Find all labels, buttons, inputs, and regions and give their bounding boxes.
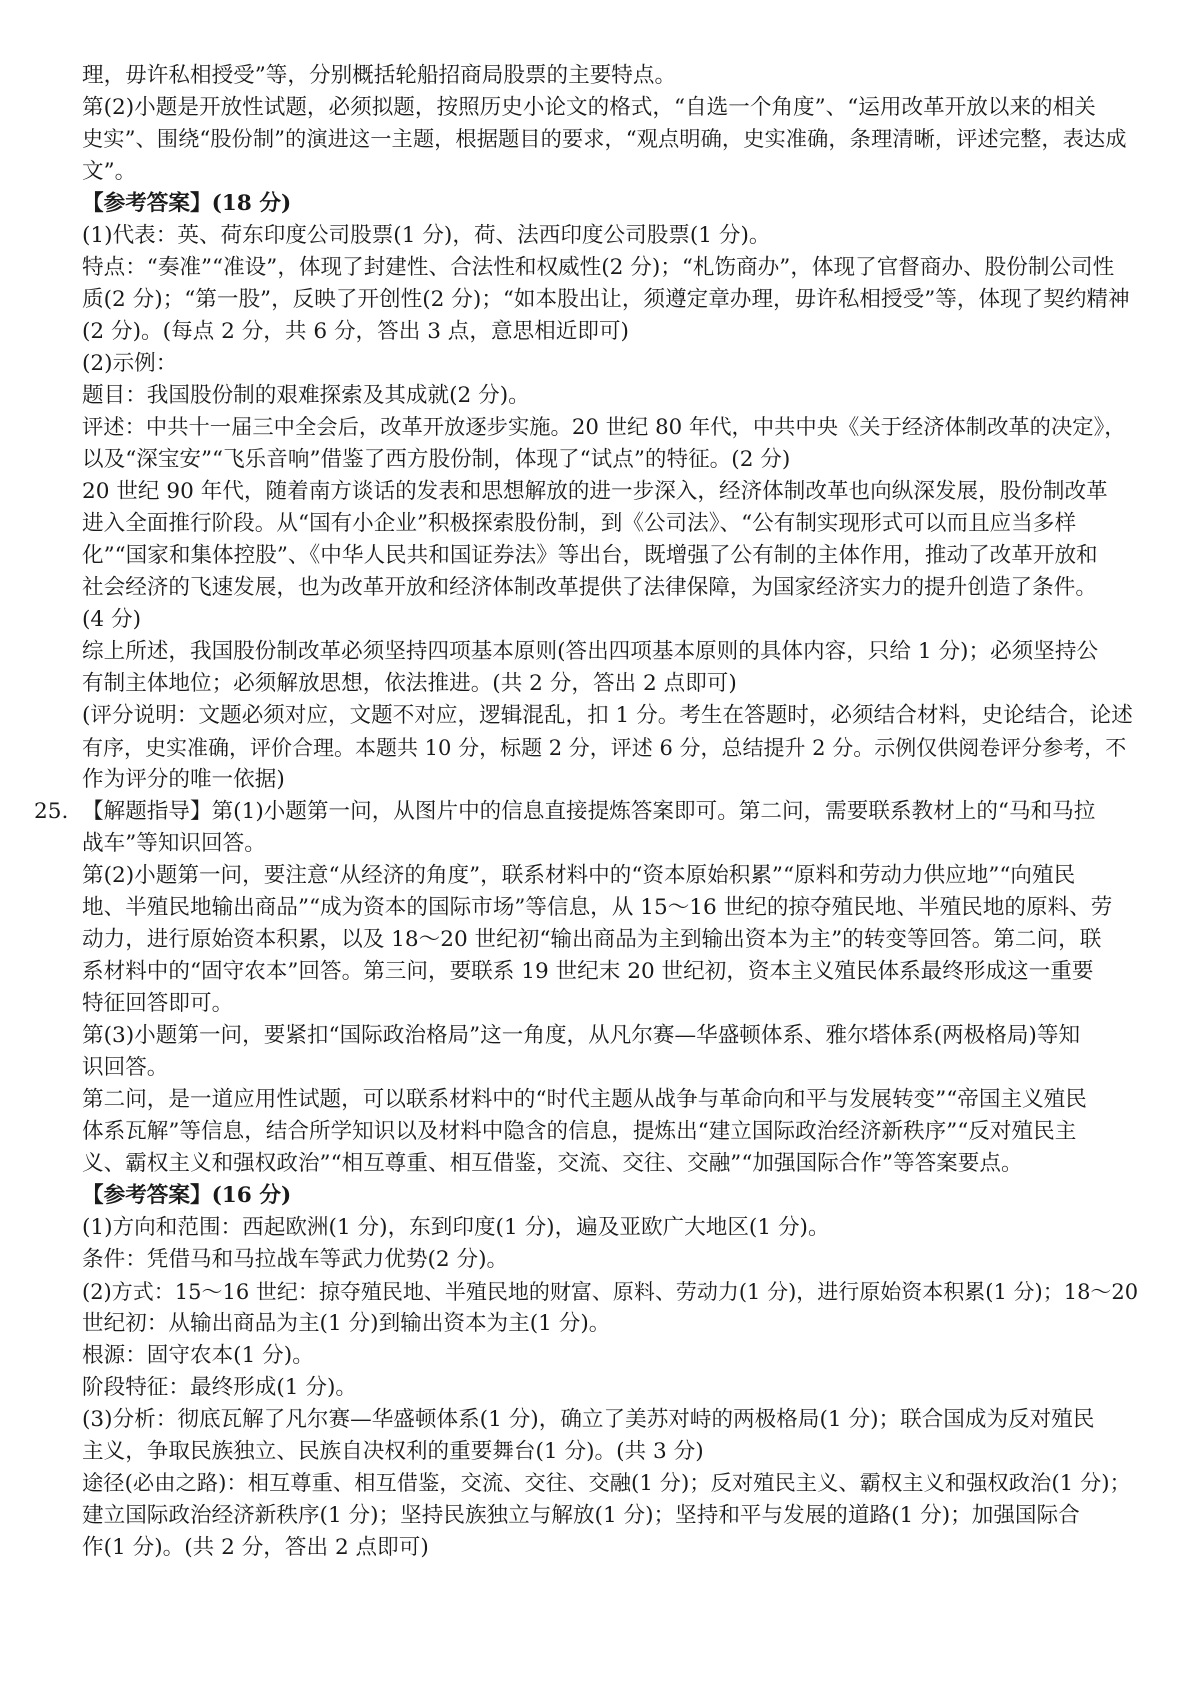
text-line: 系材料中的“固守农本”回答。第三问，要联系 19 世纪末 20 世纪初，资本主义殖民体系最终形成这一重要	[82, 959, 1094, 984]
text-line: (评分说明：文题必须对应，文题不对应，逻辑混乱，扣 1 分。考生在答题时，必须结合材料，史论结合，论述	[82, 703, 1133, 728]
text-line: 特征回答即可。	[82, 991, 234, 1016]
text-line: 化”“国家和集体控股”、《中华人民共和国证券法》等出台，既增强了公有制的主体作用，推动了改革开放和	[82, 543, 1098, 568]
text-line: 理，毋许私相授受”等，分别概括轮船招商局股票的主要特点。	[82, 63, 677, 88]
text-line: 第(2)小题是开放性试题，必须拟题，按照历史小论文的格式，“自选一个角度”、“运用改革开放以来的相关	[82, 95, 1096, 120]
text-line: 作为评分的唯一依据)	[82, 767, 285, 792]
text-line: 第二问，是一道应用性试题，可以联系材料中的“时代主题从战争与革命向和平与发展转变”“帝国主义殖民	[82, 1087, 1087, 1112]
question-25-line	[34, 796, 1138, 828]
section-heading: 【参考答案】(16 分)	[82, 1183, 292, 1208]
text-line: 有序，史实准确，评价合理。本题共 10 分，标题 2 分，评述 6 分，总结提升 2 分。示例仅供阅卷评分参考，不	[82, 736, 1127, 760]
text-line: 阶段特征：最终形成(1 分)。	[82, 1375, 357, 1400]
text-line: 地、半殖民地输出商品”“成为资本的国际市场”等信息，从 15～16 世纪的掠夺殖民地、半殖民地的原料、劳	[82, 895, 1113, 920]
text-line: 作(1 分)。(共 2 分，答出 2 点即可)	[82, 1535, 429, 1560]
text-line: 战车”等知识回答。	[82, 831, 266, 856]
text-line: 进入全面推行阶段。从“国有小企业”积极探索股份制，到《公司法》、“公有制实现形式可以而且应当多样	[82, 511, 1077, 536]
text-line: 建立国际政治经济新秩序(1 分)；坚持民族独立与解放(1 分)；坚持和平与发展的道路(1 分)；加强国际合	[82, 1503, 1080, 1528]
text-line: 【解题指导】第(1)小题第一问，从图片中的信息直接提炼答案即可。第二问，需要联系教材上的“马和马拉	[82, 799, 1096, 824]
text-line: 世纪初：从输出商品为主(1 分)到输出资本为主(1 分)。	[82, 1311, 611, 1336]
text-line: 20 世纪 90 年代，随着南方谈话的发表和思想解放的进一步深入，经济体制改革也向纵深发展，股份制改革	[82, 479, 1108, 504]
text-line: 途径(必由之路)：相互尊重、相互借鉴，交流、交往、交融(1 分)；反对殖民主义、霸权主义和强权政治(1 分)；	[82, 1471, 1131, 1496]
text-line: (4 分)	[82, 607, 142, 632]
text-line: (1)代表：英、荷东印度公司股票(1 分)，荷、法西印度公司股票(1 分)。	[82, 223, 771, 248]
text-line: 质(2 分)；“第一股”，反映了开创性(2 分)；“如本股出让，须遵定章办理，毋许私相授受”等，体现了契约精神	[82, 287, 1130, 312]
text-line: 体系瓦解”等信息，结合所学知识以及材料中隐含的信息，提炼出“建立国际政治经济新秩序”“反对殖民主	[82, 1119, 1077, 1144]
text-line: 第(3)小题第一问，要紧扣“国际政治格局”这一角度，从凡尔赛—华盛顿体系、雅尔塔体系(两极格局)等知	[82, 1023, 1081, 1048]
text-line: 有制主体地位；必须解放思想，依法推进。(共 2 分，答出 2 点即可)	[82, 671, 737, 696]
text-line: 评述：中共十一届三中全会后，改革开放逐步实施。20 世纪 80 年代，中共中央《关于经济体制改革的决定》，	[82, 415, 1126, 440]
section-heading: 【参考答案】(18 分)	[82, 191, 292, 216]
question-number: 25.	[34, 799, 69, 824]
text-line: (2 分)。(每点 2 分，共 6 分，答出 3 点，意思相近即可)	[82, 319, 629, 344]
text-line: 史实”、围绕“股份制”的演进这一主题，根据题目的要求，“观点明确，史实准确，条理清晰，评述完整，表达成	[82, 127, 1127, 152]
text-line: (1)方向和范围：西起欧洲(1 分)，东到印度(1 分)，遍及亚欧广大地区(1 分)。	[82, 1215, 830, 1240]
text-line: 第(2)小题第一问，要注意“从经济的角度”，联系材料中的“资本原始积累”“原料和劳动力供应地”“向殖民	[82, 863, 1076, 888]
text-line: 条件：凭借马和马拉战车等武力优势(2 分)。	[82, 1247, 509, 1272]
text-line: 文”。	[82, 159, 137, 184]
text-line: 义、霸权主义和强权政治”“相互尊重、相互借鉴，交流、交往、交融”“加强国际合作”等答案要点。	[82, 1151, 1023, 1176]
text-line: 题目：我国股份制的艰难探索及其成就(2 分)。	[82, 383, 530, 408]
text-line: 根源：固守农本(1 分)。	[82, 1343, 314, 1368]
text-line: (2)示例：	[82, 351, 178, 376]
text-line: (3)分析：彻底瓦解了凡尔赛—华盛顿体系(1 分)，确立了美苏对峙的两极格局(1 分)；联合国成为反对殖民	[82, 1407, 1095, 1432]
text-line: 社会经济的飞速发展，也为改革开放和经济体制改革提供了法律保障，为国家经济实力的提升创造了条件。	[82, 575, 1097, 600]
text-line: 主义，争取民族独立、民族自决权利的重要舞台(1 分)。(共 3 分)	[82, 1439, 704, 1464]
text-line: (2)方式：15～16 世纪：掠夺殖民地、半殖民地的财富、原料、劳动力(1 分)，进行原始资本积累(1 分)；18～20	[82, 1280, 1139, 1304]
text-line: 以及“深宝安”“飞乐音响”借鉴了西方股份制，体现了“试点”的特征。(2 分)	[82, 447, 791, 472]
text-line: 综上所述，我国股份制改革必须坚持四项基本原则(答出四项基本原则的具体内容，只给 1 分)；必须坚持公	[82, 639, 1099, 664]
text-line: 动力，进行原始资本积累，以及 18～20 世纪初“输出商品为主到输出资本为主”的转变等回答。第二问，联	[82, 927, 1102, 952]
text-line: 识回答。	[82, 1055, 169, 1080]
text-line: 特点：“奏准”“准设”，体现了封建性、合法性和权威性(2 分)；“札饬商办”，体现了官督商办、股份制公司性	[82, 255, 1115, 280]
